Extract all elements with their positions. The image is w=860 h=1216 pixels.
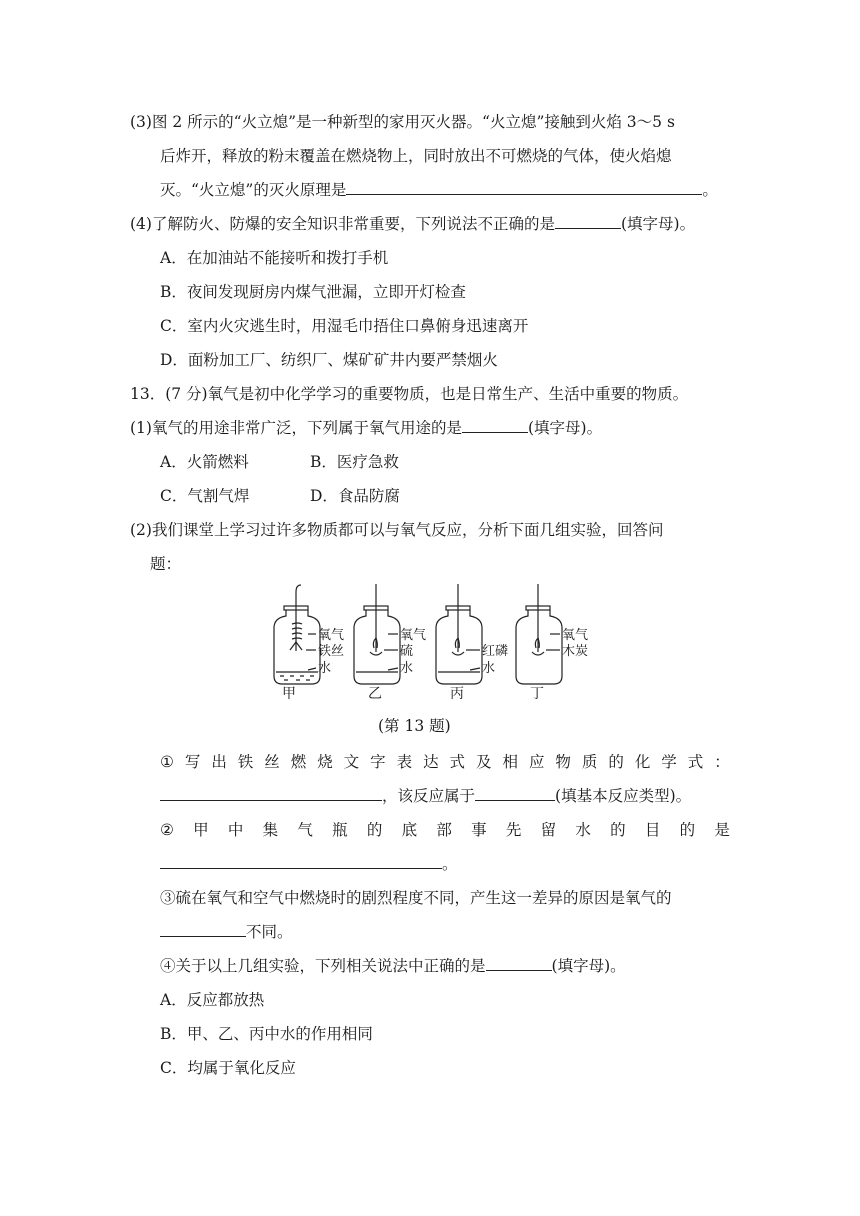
label-yi-water: 水	[400, 661, 414, 676]
bottle-name-yi: 乙	[368, 686, 382, 702]
q13-sub3-line2: 不同。	[160, 922, 293, 942]
q12-part3-line1: (3)图 2 所示的“火立熄”是一种新型的家用灭火器。“火立熄”接触到火焰 3～5 s	[130, 113, 675, 131]
spread-char: 表	[396, 753, 413, 771]
label-bing-water: 水	[482, 661, 496, 676]
q13-sub3-line1: ③硫在氧气和空气中燃烧时的剧烈程度不同，产生这一差异的原因是氧气的	[160, 889, 672, 907]
q13-sub4-option-a: A．反应都放热	[160, 991, 265, 1009]
spread-char: 物	[555, 753, 571, 771]
spread-char: 出	[211, 753, 227, 771]
answer-blank[interactable]	[160, 854, 442, 869]
spread-char: 燃	[290, 753, 307, 771]
figure-caption: (第 13 题)	[378, 717, 451, 735]
spread-char: ①	[160, 753, 174, 771]
spread-char: 的	[366, 821, 383, 839]
spread-char: 相	[502, 753, 518, 771]
q13-sub2-line1	[160, 820, 730, 840]
q13-part2-line1: (2)我们课堂上学习过许多物质都可以与氧气反应，分析下面几组实验，回答问	[130, 521, 664, 539]
spread-char: 烧	[317, 753, 333, 771]
q12-option-b: B．夜间发现厨房内煤气泄漏，立即开灯检查	[160, 283, 466, 301]
q13-sub4-option-b: B．甲、乙、丙中水的作用相同	[160, 1025, 373, 1043]
spread-char: 底	[401, 821, 418, 839]
q13-part1-question: (1)氧气的用途非常广泛，下列属于氧气用途的是 (填字母)。	[130, 419, 603, 437]
spread-char: 目	[644, 821, 661, 839]
spread-char: 是	[714, 821, 730, 839]
label-bing-red-phosphorus: 红磷	[482, 644, 509, 659]
label-ding-charcoal: 木炭	[562, 644, 589, 659]
spread-char: 部	[436, 821, 452, 839]
label-jia-water: 水	[318, 661, 332, 676]
spread-char: 应	[528, 753, 545, 771]
spread-char: 式	[449, 753, 466, 771]
q13-sub2-line2: 。	[160, 854, 458, 874]
q12-option-a: A．在加油站不能接听和拨打手机	[160, 249, 389, 267]
q13-option-a: A．火箭燃料	[160, 453, 249, 471]
q13-sub1-line2: ，该反应属于 (填基本反应类型)。	[160, 786, 691, 806]
answer-blank[interactable]	[475, 786, 555, 801]
spread-char: 甲	[193, 821, 209, 839]
spread-char: 及	[476, 753, 492, 771]
spread-char: ②	[160, 821, 174, 839]
spread-char: 达	[423, 753, 439, 771]
answer-blank[interactable]	[555, 214, 621, 229]
spread-char: 先	[505, 821, 522, 839]
q12-part3-line2: 后炸开，释放的粉末覆盖在燃烧物上，同时放出不可燃烧的气体，使火焰熄	[160, 147, 672, 165]
spread-char: 写	[184, 753, 201, 771]
spread-char: 集	[262, 821, 279, 839]
spread-char: 事	[471, 821, 487, 839]
spread-char: 的	[679, 821, 696, 839]
answer-blank[interactable]	[462, 418, 528, 433]
bottle-yi	[354, 584, 400, 684]
spread-char: 留	[540, 821, 557, 839]
q12-option-d: D．面粉加工厂、纺织厂、煤矿矿井内要严禁烟火	[160, 351, 498, 369]
spread-char: 气	[297, 821, 313, 839]
q13-option-b: B．医疗急救	[310, 453, 399, 471]
spread-char: 字	[370, 753, 386, 771]
spread-char: 化	[634, 753, 651, 771]
q13-sub4-option-c: C．均属于氧化反应	[160, 1059, 296, 1077]
label-jia-oxygen: 氧气	[318, 628, 345, 643]
q13-option-d: D．食品防腐	[310, 487, 400, 505]
experiment-figure	[268, 584, 598, 706]
q12-part3-line3: 灭。“火立熄”的灭火原理是 。	[160, 181, 718, 199]
spread-char: 质	[581, 753, 598, 771]
spread-char: 的	[608, 753, 624, 771]
label-yi-sulfur: 硫	[400, 644, 414, 659]
label-yi-oxygen: 氧气	[400, 628, 427, 643]
bottle-bing	[436, 584, 482, 684]
spread-char: 学	[661, 753, 677, 771]
q13-sub4-question: ④关于以上几组实验，下列相关说法中正确的是 (填字母)。	[160, 957, 626, 975]
q13-part2-line2: 题：	[150, 555, 182, 573]
spread-char: 铁	[237, 753, 254, 771]
spread-char: 文	[343, 753, 360, 771]
label-jia-iron-wire: 铁丝	[318, 644, 345, 659]
label-ding-oxygen: 氧气	[562, 628, 589, 643]
answer-blank[interactable]	[486, 956, 552, 971]
spread-char: 瓶	[332, 821, 348, 839]
bottle-name-bing: 丙	[450, 686, 464, 702]
spread-char: ：	[714, 753, 730, 771]
spread-char: 的	[610, 821, 626, 839]
bottle-name-ding: 丁	[530, 686, 544, 702]
q12-option-c: C．室内火灾逃生时，用湿毛巾捂住口鼻俯身迅速离开	[160, 317, 529, 335]
q13-stem: 13．(7 分)氧气是初中化学学习的重要物质，也是日常生产、生活中重要的物质。	[130, 385, 689, 403]
bottle-name-jia: 甲	[282, 686, 296, 702]
bottle-ding	[516, 584, 562, 684]
bottle-jia	[274, 585, 320, 684]
answer-blank[interactable]	[160, 922, 246, 937]
q13-sub1-line1	[160, 752, 730, 772]
q12-part4-question: (4)了解防火、防爆的安全知识非常重要，下列说法不正确的是 (填字母)。	[130, 215, 696, 233]
spread-char: 中	[227, 821, 244, 839]
answer-blank[interactable]	[160, 786, 382, 801]
q13-option-c: C．气割气焊	[160, 487, 250, 505]
spread-char: 水	[575, 821, 591, 839]
spread-char: 式	[687, 753, 704, 771]
answer-blank[interactable]	[346, 180, 702, 195]
spread-char: 丝	[264, 753, 280, 771]
